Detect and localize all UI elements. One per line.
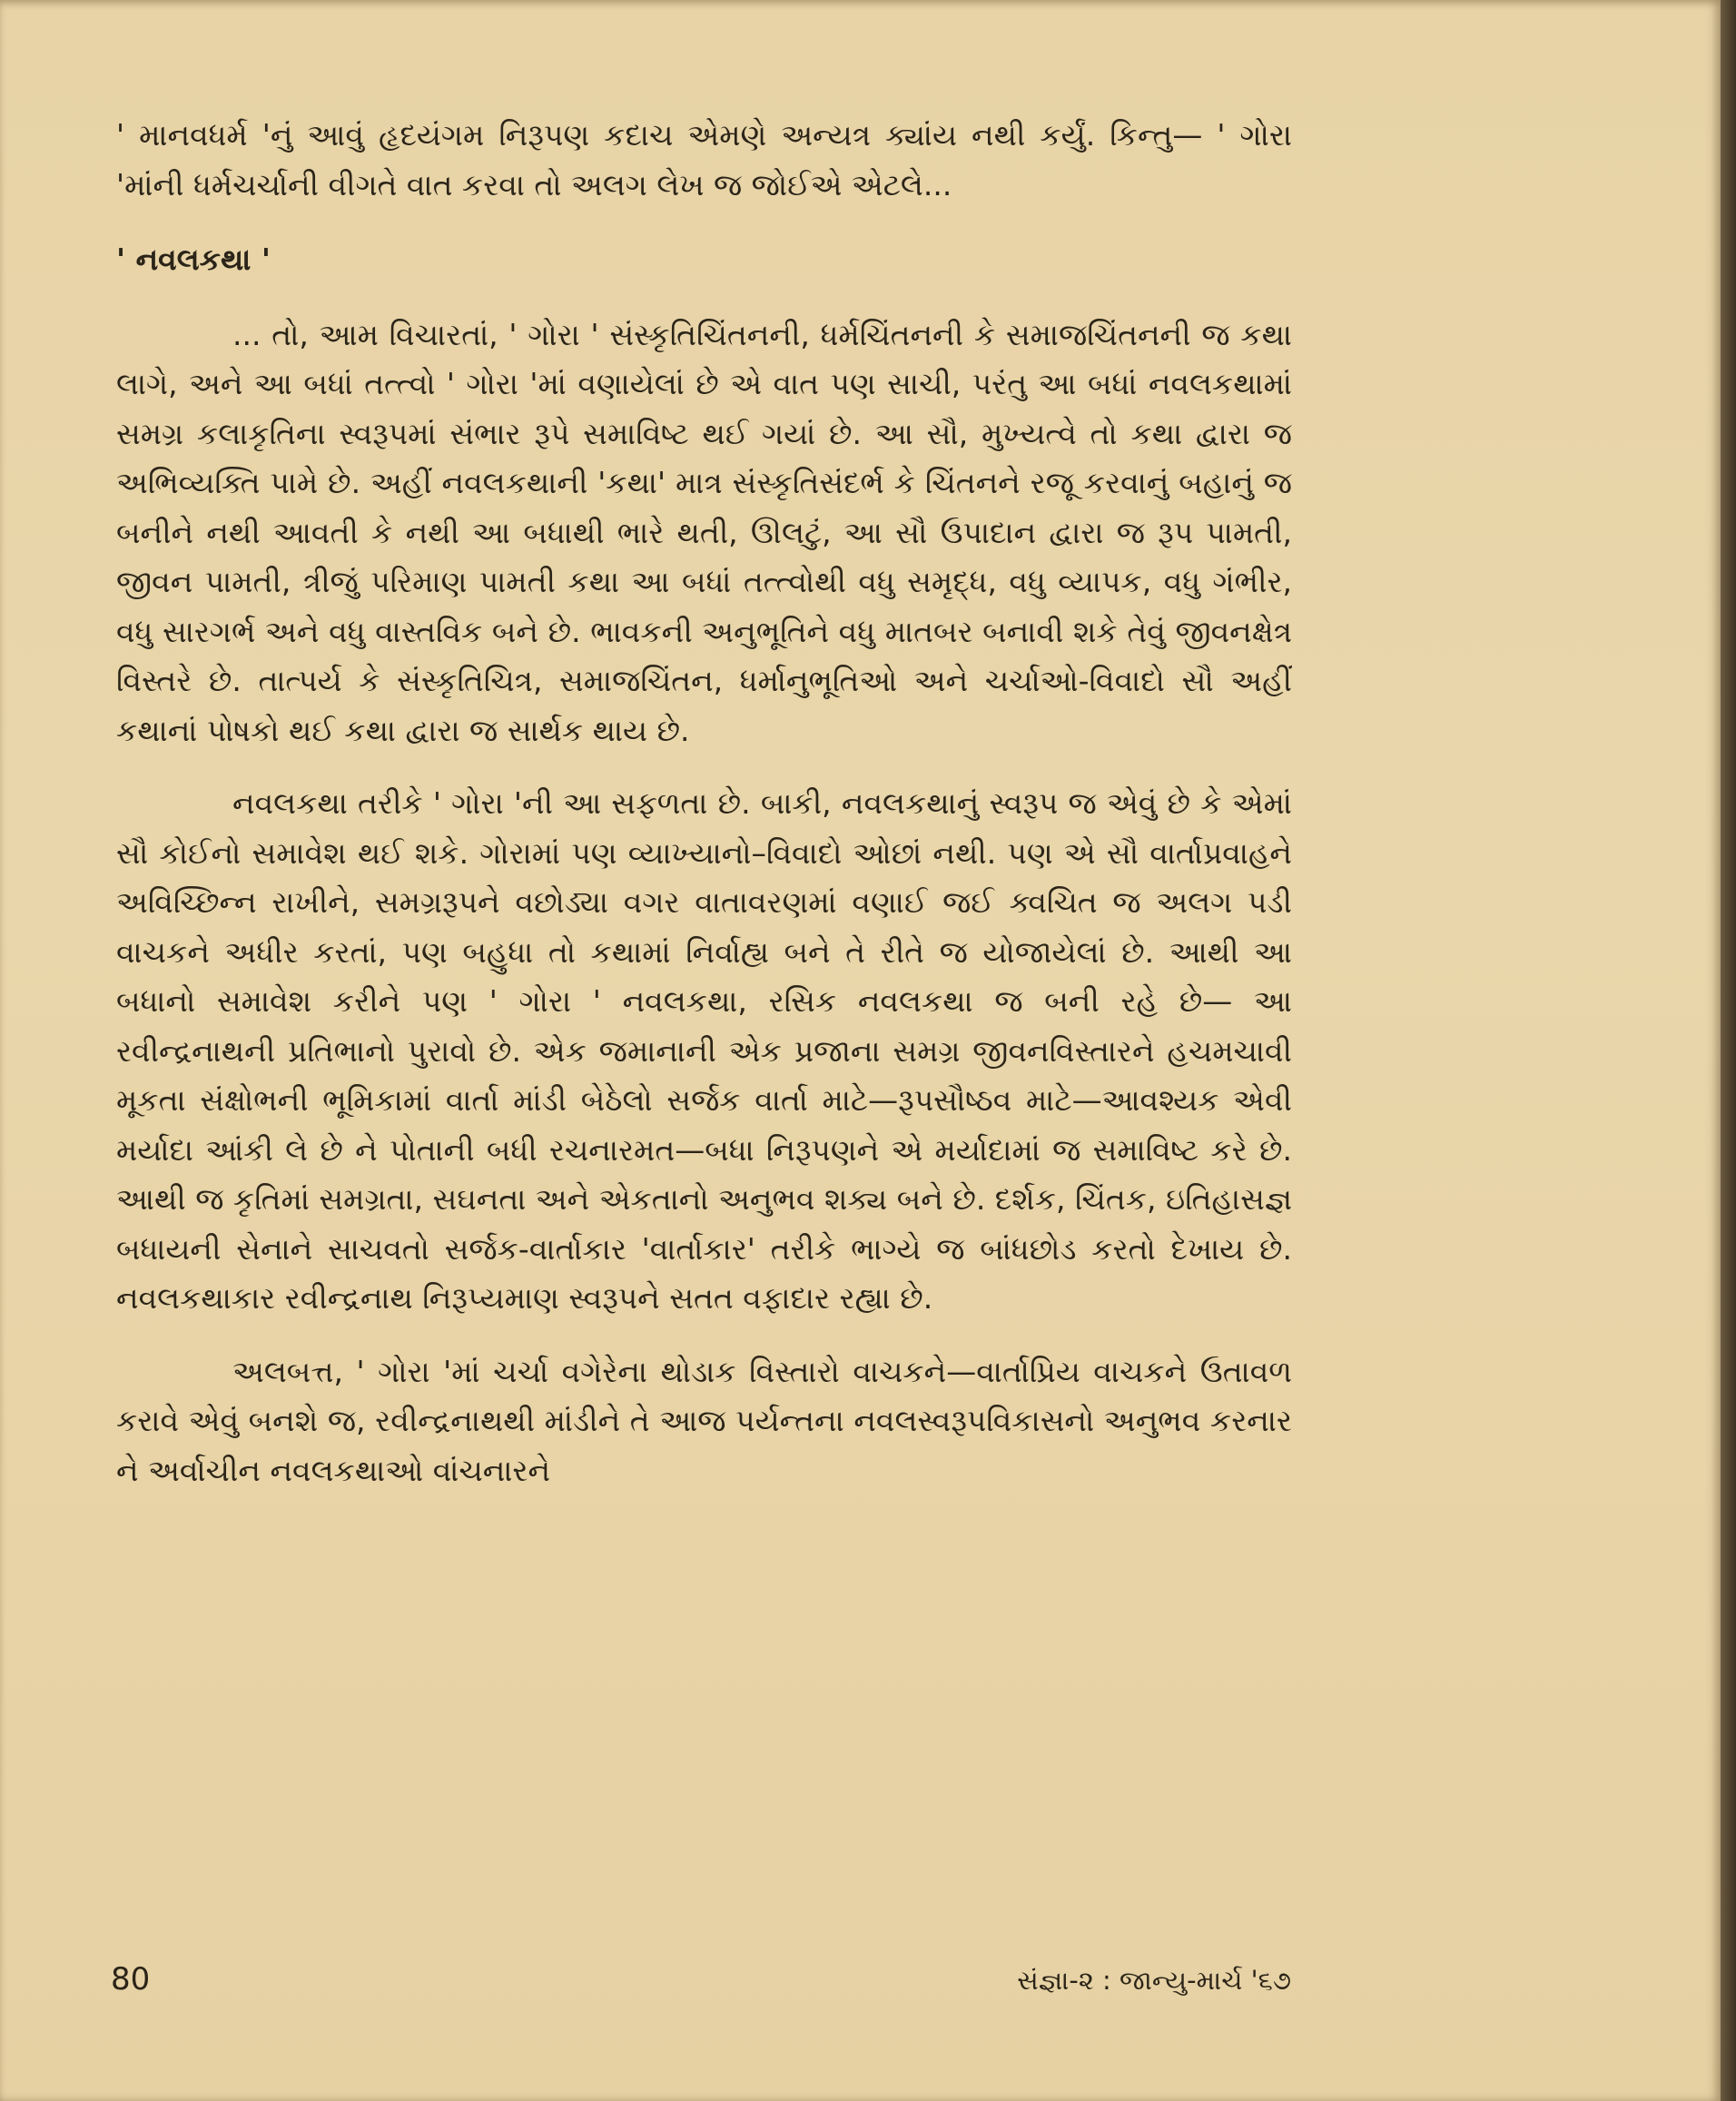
section-heading: ' નવલકથા ' (116, 242, 271, 277)
page-number: 80 (111, 1961, 151, 1997)
article-body (116, 111, 1292, 1495)
page-edge-shadow (1721, 0, 1736, 2101)
paragraph-1: ' માનવધર્મ 'નું આવું હૃદયંગમ નિરૂપણ કદાચ એમણે અન્યત્ર ક્યાંય નથી કર્યું. કિન્તુ— ' ગોરા 'માંની ધર્મચર્ચાની વીગતે વાત કરવા તો અલગ લેખ જ જોઈએ એટલે... (116, 117, 1292, 202)
journal-issue: સંજ્ઞા-૨ : જાન્યુ-માર્ચ '૬૭ (1017, 1965, 1291, 1996)
paragraph-2: ... તો, આમ વિચારતાં, ' ગોરા ' સંસ્કૃતિચિંતનની, ધર્મચિંતનની કે સમાજચિંતનની જ કથા લાગે, અને આ બધાં તત્ત્વો ' ગોરા 'માં વણાયેલાં છે એ વાત પણ સાચી, પરંતુ આ બધાં નવલકથામાં સમગ્ર કલાકૃતિના સ્વરૂપમાં સંભાર રૂપે સમાવિષ્ટ થઈ ગયાં છે. આ સૌ, મુખ્યત્વે તો કથા દ્વારા જ અભિવ્યક્તિ પામે છે. અહીં નવલકથાની 'કથા' માત્ર સંસ્કૃતિસંદર્ભ કે ચિંતનને રજૂ કરવાનું બહાનું જ બનીને નથી આવતી કે નથી આ બધાથી ભારે થતી, ઊલટું, આ સૌ ઉપાદાન દ્વારા જ રૂપ પામતી, જીવન પામતી, ત્રીજું પરિમાણ પામતી કથા આ બધાં તત્ત્વોથી વધુ સમૃદ્ધ, વધુ વ્યાપક, વધુ ગંભીર, વધુ સારગર્ભ અને વધુ વાસ્તવિક બને છે. ભાવકની અનુભૂતિને વધુ માતબર બનાવી શકે તેવું જીવનક્ષેત્ર વિસ્તરે છે. તાત્પર્ય કે સંસ્કૃતિચિત્ર, સમાજચિંતન, ધર્માનુભૂતિઓ અને ચર્ચાઓ-વિવાદો સૌ અહીં કથાનાં પોષકો થઈ કથા દ્વારા જ સાર્થક થાય છે. (116, 316, 1292, 748)
page-footer (111, 1961, 1291, 2007)
paragraph-3: નવલકથા તરીકે ' ગોરા 'ની આ સફળતા છે. બાકી, નવલકથાનું સ્વરૂપ જ એવું છે કે એમાં સૌ કોઈનો સમાવેશ થઈ શકે. ગોરામાં પણ વ્યાખ્યાનો–વિવાદો ઓછાં નથી. પણ એ સૌ વાર્તાપ્રવાહને અવિચ્છિન્ન રાખીને, સમગ્રરૂપને વછોડ્યા વગર વાતાવરણમાં વણાઈ જઈ ક્વચિત જ અલગ પડી વાચકને અધીર કરતાં, પણ બહુધા તો કથામાં નિર્વાહ્ય બને તે રીતે જ યોજાયેલાં છે. આથી આ બધાનો સમાવેશ કરીને પણ ' ગોરા ' નવલકથા, રસિક નવલકથા જ બની રહે છે— આ રવીન્દ્રનાથની પ્રતિભાનો પુરાવો છે. એક જમાનાની એક પ્રજાના સમગ્ર જીવનવિસ્તારને હચમચાવી મૂકતા સંક્ષોભની ભૂમિકામાં વાર્તા માંડી બેઠેલો સર્જક વાર્તા માટે—રૂપસૌષ્ઠવ માટે—આવશ્યક એવી મર્યાદા આંકી લે છે ને પોતાની બધી રચનારમત—બધા નિરૂપણને એ મર્યાદામાં જ સમાવિષ્ટ કરે છે. આથી જ કૃતિમાં સમગ્રતા, સઘનતા અને એકતાનો અનુભવ શક્ય બને છે. દર્શક, ચિંતક, ઇતિહાસજ્ઞ બધાયની સેનાને સાચવતો સર્જક-વાર્તાકાર 'વાર્તાકાર' તરીકે ભાગ્યે જ બાંધછોડ કરતો દેખાય છે. નવલકથાકાર રવીન્દ્રનાથ નિરૂપ્યમાણ સ્વરૂપને સતત વફાદાર રહ્યા છે. (116, 785, 1293, 1316)
paragraph-4: અલબત્ત, ' ગોરા 'માં ચર્ચા વગેરેના થોડાક વિસ્તારો વાચકને—વાર્તાપ્રિય વાચકને ઉતાવળ કરાવે એવું બનશે જ, રવીન્દ્રનાથથી માંડીને તે આજ પર્યન્તના નવલસ્વરૂપવિકાસનો અનુભવ કરનાર ને અર્વાચીન નવલકથાઓ વાંચનારને (116, 1353, 1292, 1488)
